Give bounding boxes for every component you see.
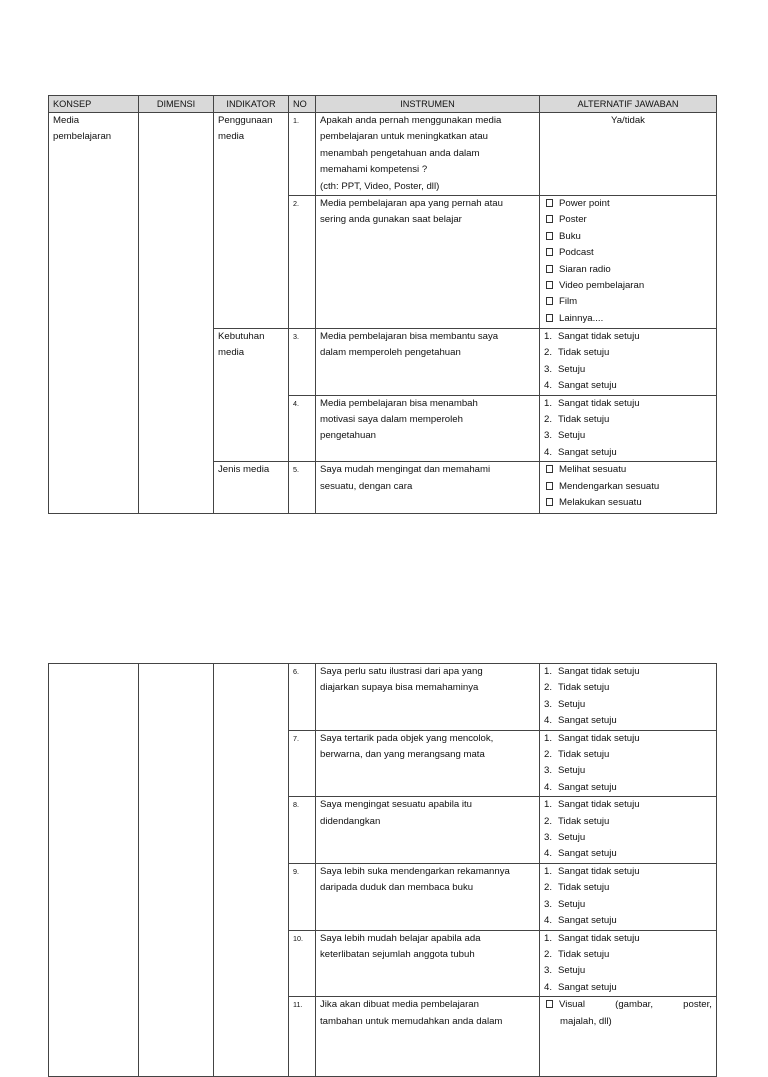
question-number: 7. xyxy=(289,730,316,797)
scale-item: 1. Sangat tidak setuju xyxy=(544,865,640,877)
scale-item: 3. Setuju xyxy=(544,363,586,375)
instrumen-line: Jika akan dibuat media pembelajaran xyxy=(320,999,479,1011)
konsep-text: Media xyxy=(53,115,80,126)
scale-label: Setuju xyxy=(558,898,586,910)
scale-label: Tidak setuju xyxy=(558,948,610,960)
scale-label: Sangat tidak setuju xyxy=(558,865,640,877)
option-label: poster, xyxy=(683,999,712,1011)
instrumen-line: Saya mudah mengingat dan memahami xyxy=(320,464,491,476)
option-item xyxy=(544,997,712,1013)
answer-cell xyxy=(540,997,717,1077)
instrumen-cell xyxy=(316,863,540,930)
indikator-text: Penggunaan xyxy=(218,115,273,126)
scale-label: Setuju xyxy=(558,765,586,777)
option-item xyxy=(544,311,712,327)
option-label: Poster xyxy=(559,214,587,226)
answer-cell xyxy=(540,462,717,514)
header-row xyxy=(49,96,717,113)
option-label: Power point xyxy=(559,198,610,210)
option-item xyxy=(544,462,712,478)
instrumen-line: (cth: PPT, Video, Poster, dll) xyxy=(320,180,440,192)
scale-item: 1. Sangat tidak setuju xyxy=(544,666,640,677)
option-item xyxy=(544,479,712,495)
header-alternatif-jawaban: ALTERNATIF JAWABAN xyxy=(540,96,717,113)
instrumen-line: pengetahuan xyxy=(320,430,377,442)
option-label: Mendengarkan sesuatu xyxy=(559,480,660,492)
option-item xyxy=(544,196,712,212)
scale-label: Setuju xyxy=(558,832,586,844)
indikator-text: media xyxy=(218,131,245,143)
checkbox-icon xyxy=(546,482,553,490)
checkbox-icon xyxy=(546,314,553,322)
scale-label: Sangat setuju xyxy=(558,915,617,927)
scale-item: 4. Sangat setuju xyxy=(544,781,617,793)
scale-item: 4. Sangat setuju xyxy=(544,715,617,727)
scale-label: Sangat tidak setuju xyxy=(558,799,640,811)
answer-cell xyxy=(540,730,717,797)
scale-label: Sangat setuju xyxy=(558,715,617,727)
instrumen-line: didendangkan xyxy=(320,815,381,827)
scale-item: 1. Sangat tidak setuju xyxy=(544,331,640,343)
question-number: 3. xyxy=(289,329,316,396)
question-number: 5. xyxy=(289,462,316,514)
header-dimensi: DIMENSI xyxy=(139,96,214,113)
scale-item: 2. Tidak setuju xyxy=(544,882,610,894)
scale-label: Tidak setuju xyxy=(558,882,610,894)
answer-cell xyxy=(540,797,717,864)
instrumen-cell xyxy=(316,196,540,329)
table-row xyxy=(49,113,717,196)
header-konsep: KONSEP xyxy=(49,96,139,113)
instrumen-cell xyxy=(316,797,540,864)
option-label: Buku xyxy=(559,230,581,242)
option-label: Film xyxy=(559,296,578,308)
scale-label: Sangat setuju xyxy=(558,446,617,458)
scale-label: Sangat tidak setuju xyxy=(558,331,640,343)
scale-item: 4. Sangat setuju xyxy=(544,446,617,458)
checkbox-icon xyxy=(546,232,553,240)
instrumen-line: menambah pengetahuan anda dalam xyxy=(320,147,480,159)
instrumen-line: daripada duduk dan membaca buku xyxy=(320,882,474,894)
instrumen-line: keterlibatan sejumlah anggota tubuh xyxy=(320,948,475,960)
instrumen-cell xyxy=(316,462,540,514)
instrumen-line: Saya lebih mudah belajar apabila ada xyxy=(320,932,481,944)
header-instrumen: INSTRUMEN xyxy=(316,96,540,113)
answer-cell xyxy=(540,863,717,930)
scale-item: 2. Tidak setuju xyxy=(544,682,610,694)
table-row xyxy=(49,664,717,731)
header-indikator: INDIKATOR xyxy=(214,96,289,113)
scale-item: 2. Tidak setuju xyxy=(544,749,610,761)
instrumen-line: diajarkan supaya bisa memahaminya xyxy=(320,682,479,694)
checkbox-icon xyxy=(546,1000,553,1008)
answer-cell xyxy=(540,395,717,462)
checkbox-icon xyxy=(546,248,553,256)
instrumen-cell xyxy=(316,930,540,997)
scale-item: 3. Setuju xyxy=(544,898,586,910)
scale-label: Setuju xyxy=(558,430,586,442)
scale-item: 4. Sangat setuju xyxy=(544,380,617,392)
scale-label: Tidak setuju xyxy=(558,682,610,694)
option-item xyxy=(544,229,712,245)
scale-label: Tidak setuju xyxy=(558,815,610,827)
instrumen-line: memahami kompetensi ? xyxy=(320,164,428,176)
scale-item: 3. Setuju xyxy=(544,965,586,977)
option-item xyxy=(544,294,712,310)
option-label: Podcast xyxy=(559,247,594,259)
instrumen-line: sering anda gunakan saat belajar xyxy=(320,214,462,226)
checkbox-icon xyxy=(546,265,553,273)
scale-label: Tidak setuju xyxy=(558,414,610,426)
option-label-continued: majalah, dll) xyxy=(560,1015,612,1027)
indikator-cell xyxy=(214,664,289,1077)
scale-item: 3. Setuju xyxy=(544,430,586,442)
instrumen-line: Media pembelajaran bisa membantu saya xyxy=(320,331,499,343)
question-number: 1. xyxy=(289,113,316,196)
checkbox-icon xyxy=(546,297,553,305)
scale-item: 1. Sangat tidak setuju xyxy=(544,799,640,811)
indikator-text: Jenis media xyxy=(218,464,270,476)
option-label: Lainnya.... xyxy=(559,312,604,324)
indikator-cell xyxy=(214,462,289,514)
instrumen-line: Saya lebih suka mendengarkan rekamannya xyxy=(320,865,510,877)
scale-item: 1. Sangat tidak setuju xyxy=(544,932,640,944)
header-no: NO xyxy=(289,96,316,113)
option-label: Melihat sesuatu xyxy=(559,464,627,476)
checkbox-icon xyxy=(546,215,553,223)
scale-item: 3. Setuju xyxy=(544,832,586,844)
scale-label: Sangat tidak setuju xyxy=(558,397,640,409)
dimensi-cell xyxy=(139,113,214,514)
instrumen-line: Saya mengingat sesuatu apabila itu xyxy=(320,799,473,811)
instrumen-cell xyxy=(316,997,540,1077)
option-item xyxy=(544,212,712,228)
question-number: 10. xyxy=(289,930,316,997)
checkbox-icon xyxy=(546,498,553,506)
option-label: Siaran radio xyxy=(559,263,611,275)
konsep-text: pembelajaran xyxy=(53,131,112,143)
instrumen-cell xyxy=(316,730,540,797)
scale-item: 4. Sangat setuju xyxy=(544,848,617,860)
scale-label: Sangat setuju xyxy=(558,781,617,793)
question-number: 8. xyxy=(289,797,316,864)
checkbox-icon xyxy=(546,465,553,473)
scale-label: Sangat setuju xyxy=(558,848,617,860)
answer-cell xyxy=(540,664,717,731)
scale-item: 2. Tidak setuju xyxy=(544,414,610,426)
questionnaire-table-page-2 xyxy=(48,663,717,1077)
option-item xyxy=(544,245,712,261)
scale-label: Setuju xyxy=(558,965,586,977)
scale-item: 2. Tidak setuju xyxy=(544,948,610,960)
scale-item: 2. Tidak setuju xyxy=(544,815,610,827)
instrumen-line: berwarna, dan yang merangsang mata xyxy=(320,749,485,761)
instrumen-cell xyxy=(316,329,540,396)
scale-item: 1. Sangat tidak setuju xyxy=(544,397,640,409)
instrumen-line: tambahan untuk memudahkan anda dalam xyxy=(320,1015,503,1027)
answer-cell xyxy=(540,930,717,997)
questionnaire-table-page-1 xyxy=(48,95,717,514)
option-item xyxy=(544,262,712,278)
scale-label: Setuju xyxy=(558,698,586,710)
indikator-text: Kebutuhan xyxy=(218,331,265,343)
instrumen-line: pembelajaran untuk meningkatkan atau xyxy=(320,131,489,143)
indikator-cell xyxy=(214,329,289,462)
instrumen-cell xyxy=(316,395,540,462)
scale-label: Tidak setuju xyxy=(558,347,610,359)
question-number: 11. xyxy=(289,997,316,1077)
indikator-text: media xyxy=(218,347,245,359)
scale-label: Sangat setuju xyxy=(558,380,617,392)
question-number: 4. xyxy=(289,395,316,462)
instrumen-line: Apakah anda pernah menggunakan media xyxy=(320,115,502,126)
question-number: 2. xyxy=(289,196,316,329)
instrumen-cell xyxy=(316,113,540,196)
option-label: Visual xyxy=(559,999,585,1011)
instrumen-line: Saya perlu satu ilustrasi dari apa yang xyxy=(320,666,483,677)
scale-item: 2. Tidak setuju xyxy=(544,347,610,359)
indikator-cell xyxy=(214,113,289,329)
scale-label: Sangat setuju xyxy=(558,981,617,993)
question-number: 6. xyxy=(289,664,316,731)
scale-item: 4. Sangat setuju xyxy=(544,915,617,927)
option-label: Video pembelajaran xyxy=(559,280,645,292)
option-item xyxy=(544,495,712,511)
scale-label: Tidak setuju xyxy=(558,749,610,761)
answer-cell xyxy=(540,329,717,396)
scale-item: 4. Sangat setuju xyxy=(544,981,617,993)
instrumen-line: sesuatu, dengan cara xyxy=(320,480,413,492)
instrumen-line: Media pembelajaran apa yang pernah atau xyxy=(320,198,503,210)
option-label: Melakukan sesuatu xyxy=(559,497,642,509)
checkbox-icon xyxy=(546,281,553,289)
konsep-cell xyxy=(49,113,139,514)
instrumen-line: Saya tertarik pada objek yang mencolok, xyxy=(320,732,494,744)
checkbox-icon xyxy=(546,199,553,207)
instrumen-cell xyxy=(316,664,540,731)
scale-item: 1. Sangat tidak setuju xyxy=(544,732,640,744)
scale-label: Setuju xyxy=(558,363,586,375)
instrumen-line: Media pembelajaran bisa menambah xyxy=(320,397,478,409)
scale-label: Sangat tidak setuju xyxy=(558,666,640,677)
scale-item: 3. Setuju xyxy=(544,765,586,777)
answer-cell xyxy=(540,196,717,329)
scale-label: Sangat tidak setuju xyxy=(558,932,640,944)
dimensi-cell xyxy=(139,664,214,1077)
scale-label: Sangat tidak setuju xyxy=(558,732,640,744)
question-number: 9. xyxy=(289,863,316,930)
answer-cell: Ya/tidak xyxy=(540,113,717,196)
instrumen-line: motivasi saya dalam memperoleh xyxy=(320,414,463,426)
konsep-cell xyxy=(49,664,139,1077)
instrumen-line: dalam memperoleh pengetahuan xyxy=(320,347,461,359)
scale-item: 3. Setuju xyxy=(544,698,586,710)
option-label: (gambar, xyxy=(615,999,653,1011)
option-item xyxy=(544,278,712,294)
